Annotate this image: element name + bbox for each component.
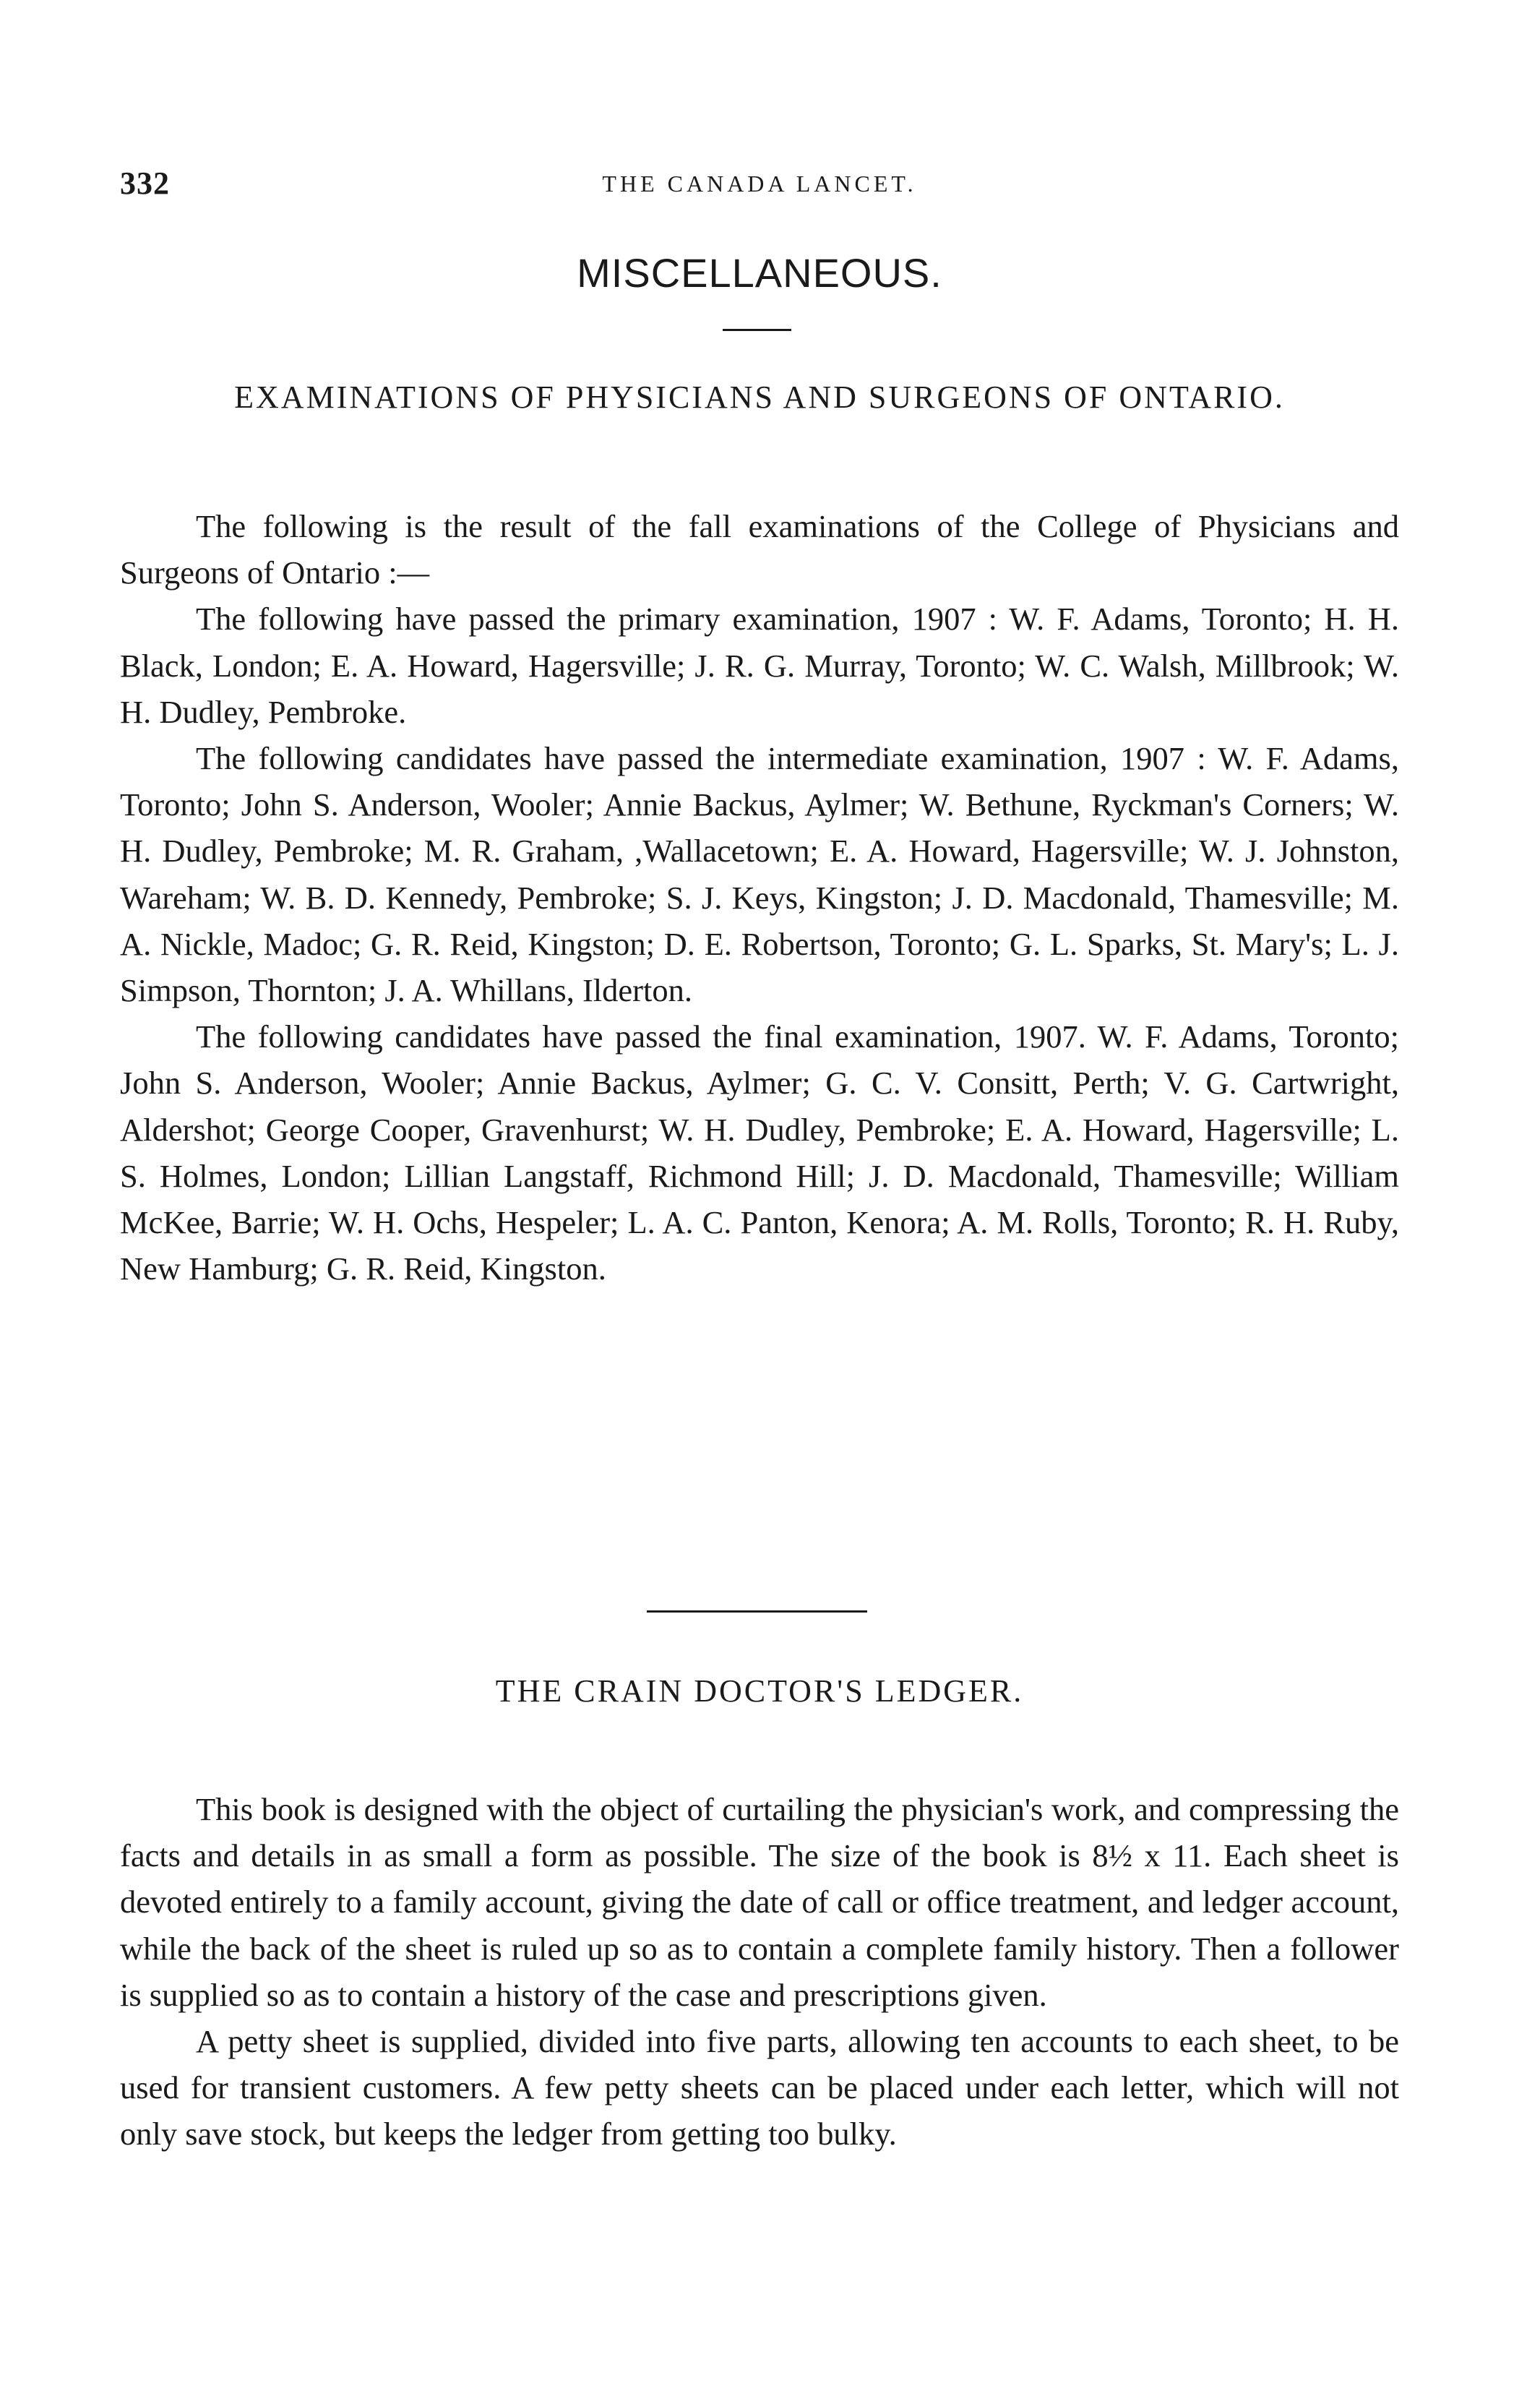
paragraph: The following have passed the primary examination, 1907 : W. F. Adams, Toronto; H. H. Black, London; E. A. Howard, Hagersville; J. R. G. Murray, Toronto; W. C. Walsh, Millbrook; W. H. Dudley, Pembroke. (120, 601, 1399, 730)
heading-rule (723, 329, 791, 331)
running-head (120, 165, 1399, 208)
page-number: 332 (120, 166, 170, 201)
article-body-examinations (120, 503, 1399, 1292)
article-title-examinations: EXAMINATIONS OF PHYSICIANS AND SURGEONS OF ONTARIO. (234, 379, 1285, 415)
paragraph: A petty sheet is supplied, divided into five parts, allowing ten accounts to each sheet, to be used for transient customers. A few petty sheets can be placed under each letter, which will not only save stock, but keeps the ledger from getting too bulky. (120, 2023, 1399, 2152)
paragraph: This book is designed with the object of curtailing the physician's work, and compressing the facts and details in as small a form as possible. The size of the book is 8½ x 11. Each sheet is devoted entirely to a family account, giving the date of call or office treatment, and ledger account, while the back of the sheet is ruled up so as to contain a complete family history. Then a follower is supplied so as to contain a history of the case and prescriptions given. (120, 1791, 1399, 2013)
section-heading: MISCELLANEOUS. (577, 250, 942, 296)
running-title: THE CANADA LANCET. (602, 171, 917, 197)
paragraph: The following candidates have passed the intermediate examination, 1907 : W. F. Adams, Toronto; John S. Anderson, Wooler; Annie Backus, Aylmer; W. Bethune, Ryckman's Corners; W. H. Dudley, Pembroke; M. R. Graham, ,Wallacetown; E. A. Howard, Hagersville; W. J. Johnston, Wareham; W. B. D. Kennedy, Pembroke; S. J. Keys, Kingston; J. D. Macdonald, Thamesville; M. A. Nickle, Madoc; G. R. Reid, Kingston; D. E. Robertson, Toronto; G. L. Sparks, St. Mary's; L. J. Simpson, Thornton; J. A. Whillans, Ilderton. (120, 740, 1399, 1009)
paragraph: The following candidates have passed the final examination, 1907. W. F. Adams, Toronto; John S. Anderson, Wooler; Annie Backus, Aylmer; G. C. V. Consitt, Perth; V. G. Cartwright, Aldershot; George Cooper, Gravenhurst; W. H. Dudley, Pembroke; E. A. Howard, Hagersville; L. S. Holmes, London; Lillian Langstaff, Richmond Hill; J. D. Macdonald, Thamesville; William McKee, Barrie; W. H. Ochs, Hespeler; L. A. C. Panton, Kenora; A. M. Rolls, Toronto; R. H. Ruby, New Hamburg; G. R. Reid, Kingston. (120, 1018, 1399, 1287)
section-divider-rule (647, 1610, 867, 1613)
article-body-ledger (120, 1786, 1399, 2158)
article-title-ledger: THE CRAIN DOCTOR'S LEDGER. (495, 1673, 1024, 1709)
paragraph: The following is the result of the fall examinations of the College of Physicians and Surgeons of Ontario :— (120, 508, 1399, 591)
